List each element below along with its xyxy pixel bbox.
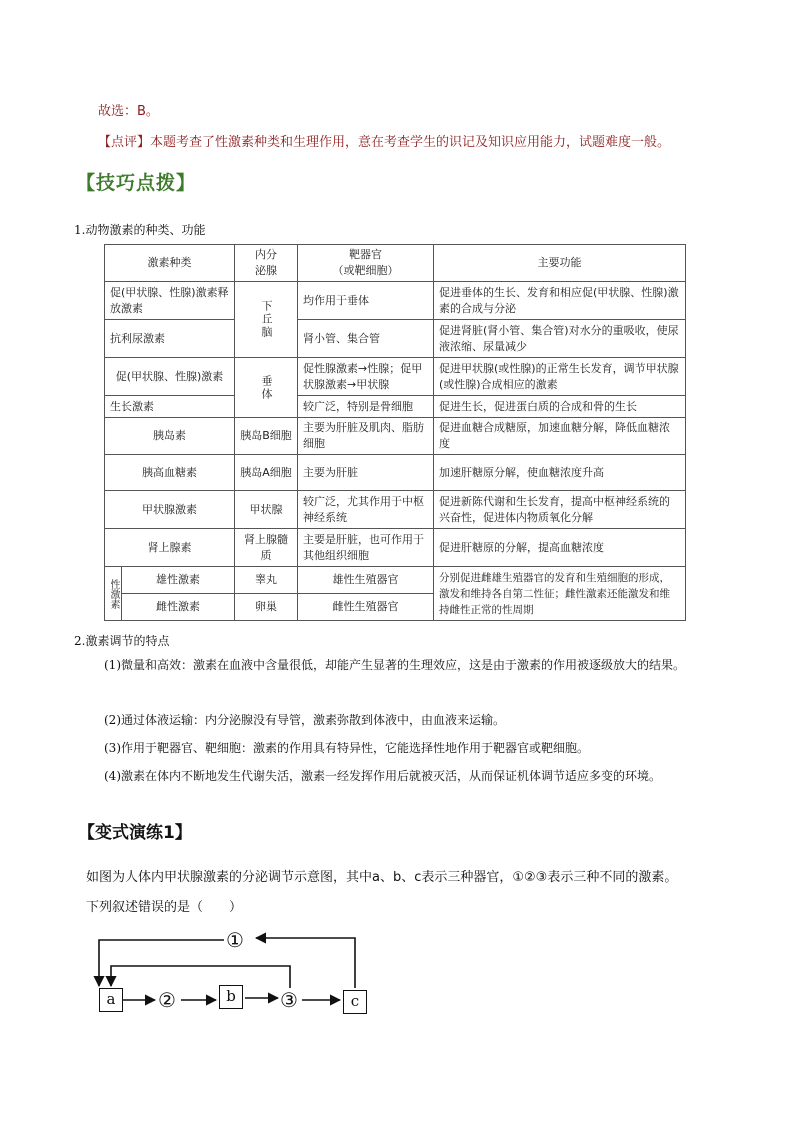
hormone-target: 主要是肝脏，也可作用于其他组织细胞 bbox=[298, 529, 434, 567]
section-title: 【技巧点拨】 bbox=[76, 172, 197, 194]
header-target: 靶器官 （或靶细胞） bbox=[298, 245, 434, 282]
hormone-function: 促进肝糖原的分解，提高血糖浓度 bbox=[434, 529, 686, 567]
hormone-name: 雄性激素 bbox=[122, 567, 235, 594]
header-hormone-type: 激素种类 bbox=[105, 245, 235, 282]
hormone-function: 促进肾脏(肾小管、集合管)对水分的重吸收，使尿液浓缩、尿量减少 bbox=[434, 320, 686, 358]
feature-item: (4)激素在体内不断地发生代谢失活，激素一经发挥作用后就被灭活，从而保证机体调节适应多变的环境。 bbox=[104, 769, 662, 783]
hormone-target: 雌性生殖器官 bbox=[298, 594, 434, 621]
hormone-name: 甲状腺激素 bbox=[105, 491, 235, 529]
hormone-gland: 肾上腺髓质 bbox=[235, 529, 298, 567]
table-title: 1.动物激素的种类、功能 bbox=[74, 223, 206, 237]
hormone-name: 肾上腺素 bbox=[105, 529, 235, 567]
hormone-gland: 甲状腺 bbox=[235, 491, 298, 529]
question-text: 如图为人体内甲状腺激素的分泌调节示意图，其中a、b、c表示三种器官，①②③表示三种不同的激素。 bbox=[86, 870, 678, 885]
hormone-gland: 胰岛B细胞 bbox=[235, 418, 298, 455]
hormone-gland: 睾丸 bbox=[235, 567, 298, 594]
gland-pituitary: 垂体 bbox=[235, 358, 298, 418]
hormone-target: 均作用于垂体 bbox=[298, 282, 434, 320]
hormone-name: 促(甲状腺、性腺)激素 bbox=[105, 358, 235, 396]
hormone-name: 雌性激素 bbox=[122, 594, 235, 621]
hormone-target: 较广泛，特别是骨细胞 bbox=[298, 396, 434, 418]
comment-text: 本题考查了性激素种类和生理作用，意在考查学生的识记及知识应用能力，试题难度一般。 bbox=[150, 135, 671, 150]
arrow-1-to-a bbox=[99, 940, 224, 986]
hormone-2-label: ② bbox=[158, 988, 176, 1012]
hormone-target: 主要为肝脏及肌肉、脂肪细胞 bbox=[298, 418, 434, 455]
hormone-target: 肾小管、集合管 bbox=[298, 320, 434, 358]
hormone-3-label: ③ bbox=[280, 988, 298, 1012]
node-a: a bbox=[99, 988, 123, 1012]
hormone-target: 雄性生殖器官 bbox=[298, 567, 434, 594]
hormone-function: 促进血糖合成糖原，加速血糖分解，降低血糖浓度 bbox=[434, 418, 686, 455]
hormone-target: 较广泛，尤其作用于中枢神经系统 bbox=[298, 491, 434, 529]
sex-hormone-group: 性激素 bbox=[105, 567, 122, 621]
hormone-name: 胰高血糖素 bbox=[105, 455, 235, 491]
answer-text: 故选：B。 bbox=[98, 104, 159, 119]
hormone-function: 促进新陈代谢和生长发育，提高中枢神经系统的兴奋性，促进体内物质氧化分解 bbox=[434, 491, 686, 529]
hormone-name: 胰岛素 bbox=[105, 418, 235, 455]
feedback-arrow-c-to-1 bbox=[256, 938, 355, 988]
hormone-function: 促进生长，促进蛋白质的合成和骨的生长 bbox=[434, 396, 686, 418]
sex-hormone-function: 分别促进雌雄生殖器官的发育和生殖细胞的形成，激发和维持各自第二性征；雌性激素还能激发和维持雌性正常的性周期 bbox=[434, 567, 686, 621]
hormone-name: 抗利尿激素 bbox=[105, 320, 235, 358]
node-c: c bbox=[343, 990, 367, 1014]
hormone-target: 主要为肝脏 bbox=[298, 455, 434, 491]
gland-hypothalamus: 下丘脑 bbox=[235, 282, 298, 358]
hormone-gland: 卵巢 bbox=[235, 594, 298, 621]
hormone-function: 促进甲状腺(或性腺)的正常生长发育，调节甲状腺(或性腺)合成相应的激素 bbox=[434, 358, 686, 396]
hormone-gland: 胰岛A细胞 bbox=[235, 455, 298, 491]
hormone-name: 生长激素 bbox=[105, 396, 235, 418]
hormone-target: 促性腺激素→性腺；促甲状腺激素→甲状腺 bbox=[298, 358, 434, 396]
feature-item: (1)微量和高效：激素在血液中含量很低，却能产生显著的生理效应，这是由于激素的作用被逐级放大的结果。 bbox=[104, 658, 686, 672]
variant-title: 【变式演练1】 bbox=[78, 823, 192, 843]
features-title: 2.激素调节的特点 bbox=[74, 634, 170, 648]
hormone-1-label: ① bbox=[226, 928, 244, 952]
feature-item: (2)通过体液运输：内分泌腺没有导管，激素弥散到体液中，由血液来运输。 bbox=[104, 713, 506, 727]
header-gland: 内分 泌腺 bbox=[235, 245, 298, 282]
hormone-function: 加速肝糖原分解，使血糖浓度升高 bbox=[434, 455, 686, 491]
hormone-name: 促(甲状腺、性腺)激素释放激素 bbox=[105, 282, 235, 320]
question-prompt: 下列叙述错误的是（ ） bbox=[86, 900, 243, 915]
node-b: b bbox=[219, 985, 243, 1009]
feedback-arrow-3-to-a bbox=[111, 966, 290, 988]
feature-item: (3)作用于靶器官、靶细胞：激素的作用具有特异性，它能选择性地作用于靶器官或靶细胞。 bbox=[104, 741, 590, 755]
comment-tag: 【点评】 bbox=[98, 135, 151, 150]
hormone-function: 促进垂体的生长、发育和相应促(甲状腺、性腺)激素的合成与分泌 bbox=[434, 282, 686, 320]
header-function: 主要功能 bbox=[434, 245, 686, 282]
